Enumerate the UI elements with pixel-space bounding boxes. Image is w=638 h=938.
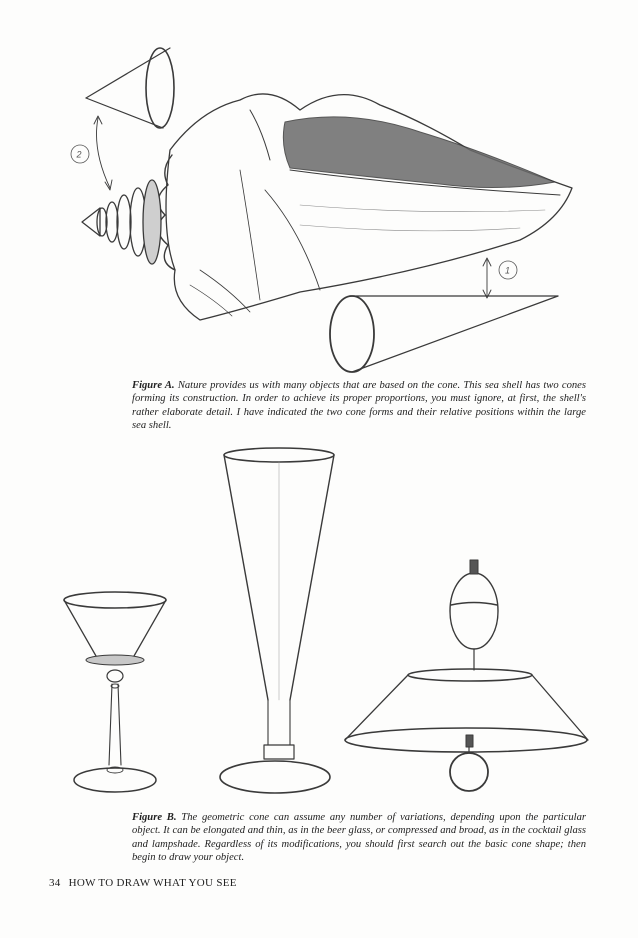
figure-a-label: Figure A. <box>132 380 175 391</box>
figure-b-caption <box>132 811 586 865</box>
marker-1-label: 1 <box>505 265 511 276</box>
lampshade <box>345 560 588 791</box>
figure-b-text: The geometric cone can assume any number of variations, depending upon the particular object. It can be elongated and thin, as in the beer glass, or compressed and broad, as in the cocktail glass and lampshade. Regardless of its modifications, you should first search out the basic cone shape; then begin to draw your object. <box>132 812 586 864</box>
figure-a-text: Nature provides us with many objects that are based on the cone. This sea shell has two cones forming its construction. In order to achieve its proper proportions, you must ignore, at first, the shell's rather elaborate detail. I have indicated the two cone forms and their relative positions within the large sea shell. <box>132 380 587 432</box>
beer-glass <box>220 448 334 793</box>
cocktail-glass <box>64 592 166 792</box>
marker-2-label: 2 <box>76 149 82 160</box>
running-book-title: HOW TO DRAW WHAT YOU SEE <box>68 877 237 889</box>
figure-b-label: Figure B. <box>132 812 177 823</box>
page-footer <box>49 877 245 889</box>
page-number: 34 <box>49 877 61 889</box>
